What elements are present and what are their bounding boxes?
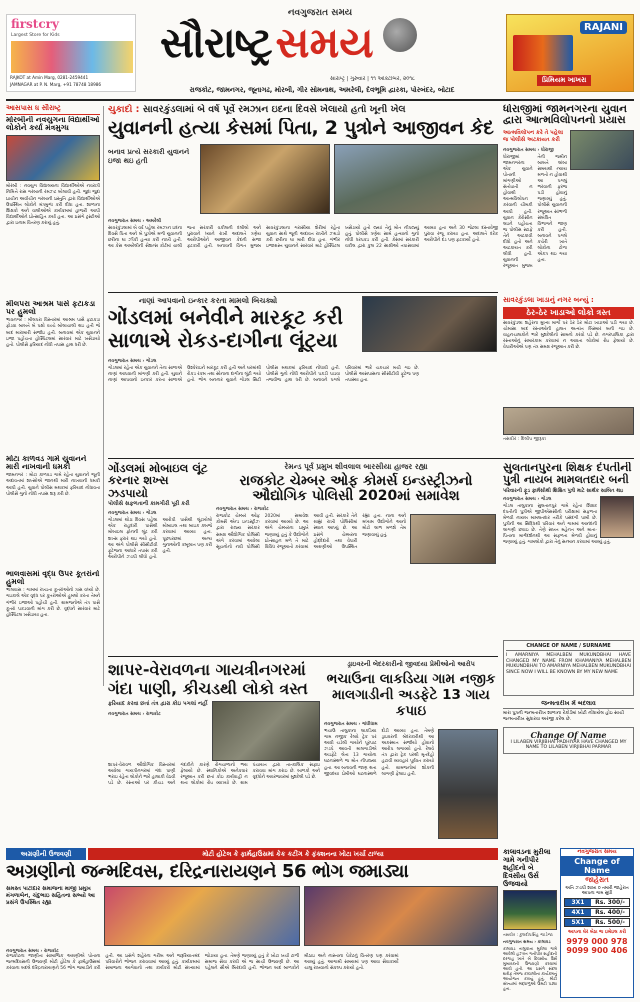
adbox-phone-1[interactable]: 9979 000 978 (566, 936, 628, 946)
rajani-sub: પ્રિમિયમ ખાખરા (537, 75, 591, 86)
khakhra-packs (513, 35, 573, 71)
shapar-byline: નવગુજરાત સમય › રાજકોટ (108, 712, 161, 717)
agrani-body-wrap (6, 948, 498, 998)
mobile-byline: નવગુજરાત સમય › ગોંડલ (108, 511, 157, 517)
lead-body (108, 216, 498, 288)
adbox-rows (564, 898, 630, 927)
dhoraji-story (503, 104, 634, 294)
agrani-photo-2 (304, 886, 498, 946)
lead-deck (108, 104, 498, 118)
dhoraji-body: ધોરાજીમાં જામનગરના એક યુવાને પોતાની માંગણીઓ સંતોષાતી ન હોવાથી આત્મવિલોપન કરવાની ચીમકી આપી હતી. યુવાન કેરોસીન લઇને પહોંચતા જ પોલીસ સ્ટાફે તેને અટકાવી દીધો હતો અને અટકાયત કરી લીધી હતી. યુવાનની રજૂઆત મુજબ તેની જમીન બાબતે લાંબા સમયથી ન્યાય મળતો ન હોવાથી આ પગલું ભરવાની ફરજ પડી હોવાનું જણાવ્યું હતું. પોલીસે યુવાનની રજૂઆત સાંભળી સંબંધિત વિભાગને જાણ કરી હતી. બનાવને પગલે કચેરી ખાતે લોકોના ટોળા એકત્ર થઇ ગયા હતા. (503, 154, 567, 270)
lead-bullet: બનાવ પ્રત્યે સરકારી યુવાનને ઇજા થઇ હતી (108, 148, 190, 165)
train-story (324, 660, 498, 846)
dhoraji-photo (570, 130, 634, 170)
mid-rule-2 (108, 656, 498, 657)
morbi-headline: મોરબીની નવયુગના વિદ્યાર્થીઓ લોકોને કર્યા મંત્રમુગ્ધ (6, 116, 100, 133)
kundla-credit: તસવીર : દિલીપ જીરૂકા (503, 437, 546, 442)
firstcry-sub: Largest Store for Kids (11, 33, 60, 38)
change-name-title: CHANGE OF NAME / SURNAME (506, 643, 631, 651)
change-name-box (503, 640, 634, 696)
sultan-kicker: પરિવારની ફૂડ ફાર્મસીથી શિક્ષિત પુત્રી માટે સાર્થક સાબિત થઇ (503, 487, 624, 494)
kalavad-headline: કાલાવડના મુરીલા ગામે ગનીપીર શહીદનો બે દિવસીય ઉર્સ ઉજવાયો (503, 848, 551, 888)
adbox-row-size: 4X1 (565, 909, 591, 916)
dateline: સૌરાષ્ટ્ર | ગુરુવાર | ૧૧ ઓક્ટોબર, ૨૦૧૮ (330, 76, 415, 82)
dhoraji-headline: ધોરાજીમાં જામનગરના યુવાન દ્વારા આત્મવિલોપનનો પ્રયાસ (503, 104, 627, 127)
section-label: આસપાસ ધ સૌરાષ્ટ્ર (6, 104, 100, 115)
adbox-row-size: 5X1 (565, 919, 591, 926)
agrani-byline: નવગુજરાત સમય › રાજકોટ (6, 949, 59, 954)
change-of-name-ad[interactable] (560, 848, 634, 998)
gondal-byline: નવગુજરાત સમય › ગોંડલ (108, 359, 157, 364)
shapar-story (108, 660, 320, 846)
masthead-title (160, 18, 490, 76)
mill-body: ભાવનગર : મીલપરા વિસ્તારમાં આશ્રમ પાસે ફટાકડા ફોડવા બાબતે બે પક્ષો વચ્ચે બોલાચાલી થઇ હતી જે બાદ મારામારી સર્જાઇ હતી. બનાવમાં એક યુવાનને ઇજા પહોંચતા હોસ્પિટલમાં સારવાર માટે ખસેડાયો હતો. પોલીસે ફરિયાદ નોંધી તપાસ હાથ ધરી છે. (6, 318, 100, 348)
train-kicker: ડ્રાઇવરની બેદરકારીનો જીવદયા પ્રેમીઓનો આરોપ (347, 660, 475, 668)
classified-title: જન્મતારીખ મેં બદલાવ (503, 700, 634, 709)
kalavad-credit: તસવીર : કુલદીપસિંહ જાડેજા (503, 932, 553, 937)
sultan-body: ગોંડલ તાલુકાના સુલતાનપુર ગામે રહેતા શિક્ષક દંપતીની પુત્રીએ જીપીએસસીની પરીક્ષામાં સફળતા મેળવી નાયબ મામલતદાર તરીકે પસંદગી પામી છે. પુત્રીની આ સિદ્ધિથી પરિવાર અને ગામમાં આનંદની લાગણી છવાઇ છે. તેણે સખત મહેનત અને માતા-પિતાના માર્ગદર્શનથી આ સફળતા મેળવી હોવાનું જણાવ્યું હતું. ગામલોકો દ્વારા તેનું સન્માન કરવામાં આવ્યું હતું. (503, 503, 611, 546)
masthead (0, 0, 640, 104)
left-col-rule (103, 106, 104, 686)
shapar-bullet: ફરિયાદ કરવા છતાં તંત્ર દ્વારા કોઇ પગલાં નહીં (108, 701, 208, 707)
adbox-row-price: Rs. 500/- (595, 918, 625, 926)
lead-photo-gavel (200, 144, 330, 214)
lead-kicker: ચુકાદો : (108, 104, 140, 115)
mobile-story (108, 462, 212, 654)
adbox-row-size: 3X1 (565, 899, 591, 906)
kaval-body: જામનગર : મોટા કાળવડ ગામે રહેતા યુવાનને જૂની અદાવતમાં શખ્સોએ જાનથી મારી નાખવાની ધમકી આપી હતી. યુવાને પોલીસ મથકમાં ફરિયાદ નોંધાવતા પોલીસે ગુનો નોંધી તપાસ શરૂ કરી છે. (6, 473, 100, 497)
kalavad-body: કાલાવડ તાલુકાના મુરીલા ગામે આવેલી હઝરત ગનીપીર શહીદની દરગાહ ખાતે બે દિવસીય ઉર્સ મુબારકની ઉજવણી કરવામાં આવી હતી. આ પ્રસંગે સંદલ શરીફ તેમજ કવ્વાલીના કાર્યક્રમનું આયોજન કરાયું હતું. મોટી સંખ્યામાં શ્રદ્ધાળુઓ ઉમટી પડ્યા હતા. (503, 946, 557, 991)
lead-byline: નવગુજરાત સમય › અમરેલી (108, 219, 162, 224)
lead-photo-road (334, 144, 498, 214)
adbox-phone-2[interactable]: 9099 900 406 (566, 945, 628, 955)
change-name-body: I AMARNIYA MEHALBEN MUKUNDBHAI HAVE CHANGED MY NAME FROM KHAMANIYA MEHALBEN MUKUNDBHAI TO AMARNIYA MEHALBEN MUKUNDBHAI SINCE NOW I WILL BE KNOWN BY MY NEW NAME (506, 653, 631, 675)
morbi-story (6, 116, 100, 296)
kundla-photo (503, 407, 634, 435)
mill-headline: મીલપરા આશ્રમ પાસે ફટાકડા પર હુમલો (6, 300, 96, 317)
top-logo: નવગુજરાત સમય (287, 8, 353, 18)
train-headline: ભચાઉના લાકડિયા ગામ નજીક માલગાડીની અડફેટે 13 ગાય કપાઇ (326, 671, 496, 719)
lead-headline: યુવાનની હત્યા કેસમાં પિતા, 2 પુત્રોને આજીવન કેદ (108, 118, 494, 139)
chamber-body: રાજકોટ ચેમ્બર ઓફ કોમર્સ એન્ડ ઇન્ડસ્ટ્રીઝ દ્વારા રાજ્ય સરકાર સમક્ષ ઔદ્યોગિક પોલિસી અંગે કરવામાં આવેલા સૂચનોનો નવી પોલિસી 2020માં સમાવેશ કરવામાં આવ્યો છે. આ અંગે ચેમ્બરના પ્રમુખે જણાવ્યું હતું કે ઉદ્યોગોને પ્રોત્સાહન મળે તે માટે વિવિધ રજૂઆતો કરવામાં આવી હતી. સરકારે તેને ગ્રાહ્ય રાખી પોલિસીમાં સ્થાન આપ્યું છે. આ પ્રસંગે ચેમ્બરના હોદ્દેદારો તથા વેપારી અગ્રણીઓ ઉપસ્થિત રહ્યા હતા. નાના અને મધ્યમ ઉદ્યોગોને આનો મોટો લાભ મળશે તેમ જણાવાયું હતું. (216, 514, 406, 550)
chamber-kicker: રેમન્ડ પૂર્વ પ્રમુખ શીવલાલ બારસીયા હાજર રહ્યા (284, 462, 428, 471)
classified-body: મારા પુત્રની જન્મતારીખ શાળાના રેકોર્ડમાં ખોટી નોંધાયેલ હોઇ સાચી જન્મતારીખ સુધારવા અરજી કરેલ છે. (503, 711, 625, 722)
mobile-headline: ગોંડલમાં મોબાઇલ લૂંટ કરનાર શખ્સ ઝડપાયો (108, 462, 208, 500)
train-body: ભચાઉ તાલુકાના લાકડિયા ગામ નજીક રેલવે ટ્રેક પર આવી ચડેલી ગાયોને પૂરપાટ ઝડપે આવતી માલગાડીએ અડફેટે લેતા 13 ગાયોના ઘટનાસ્થળે જ મોત નીપજ્યા હતા. આ બનાવની જાણ થતા જીવદયા પ્રેમીઓ ઘટનાસ્થળે દોડી આવ્યા હતા. તેમણે ડ્રાઇવરની બેદરકારીથી આ અકસ્માત સર્જાયો હોવાનો આરોપ લગાવ્યો હતો. રેલવે તંત્ર દ્વારા ટ્રેક પરથી મૃતદેહો હટાવી વ્યવહાર પૂર્વવત કરાયો હતો. ગ્રામજનોમાં શોકની લાગણી ફેલાઇ હતી. (324, 729, 434, 777)
classified-box-body: I LILABEN VIRJIBHAI PADHIYAR HAVE CHANGED MY NAME TO LILABEN VIRJIBHAI PARMAR (510, 739, 627, 751)
lead-body-text: સાવરકુંડલામાં બે વર્ષ પહેલા રમઝાન ઇદના દિવસે પિતા અને બે પુત્રોએ મળી યુવાનની છરીના ઘા ઝીંકી હત્યા કરી નાખી હતી. આ કેસ અમરેલીની સેશન્સ કોર્ટમાં ચાલી જતા સરકારી વકીલની દલીલો અને પુરાવાને ધ્યાને રાખી અદાલતે ત્રણેય આરોપીઓને આજીવન કેદની સજા ફટકારી હતી. બનાવની વિગત મુજબ સાવરકુંડલાના ગરાસીયા શેરીમાં રહેતા યુવાન સાથે જૂની અદાવત રાખીને ઝઘડો કરી છરીના ઘા મારી દીધા હતા. ગંભીર ઇજાગ્રસ્ત યુવાનને સારવાર માટે હોસ્પિટલ ખસેડાયો હતો જ્યાં તેનું મોત નીપજ્યું હતું. પોલીસે ત્રણેય સામે હત્યાનો ગુનો નોંધી ધરપકડ કરી હતી. કેસમાં સરકારી વકીલ દ્વારા કુલ 22 સાક્ષીઓ તપાસવામાં આવ્યા હતા અને 30 જેટલા દસ્તાવેજી પુરાવા રજૂ કરાયા હતા. અદાલતે દરેક આરોપીને દંડ પણ ફટકાર્યો હતો. (108, 226, 498, 250)
lead-rule (108, 292, 498, 293)
adbox-line: અતિ ઝડપી શાખા ૦ તમારી જાહેરાત આપના ગામ સુધી (565, 886, 629, 897)
mobile-bullet: પોલીસે સફળતાની કામગીરી પૂરી કરી (108, 501, 190, 508)
kundla-kicker: સાવરકુંડલા ખાડાનું નગર બન્યું : (503, 296, 594, 304)
firstcry-brand: firstcry (11, 17, 59, 31)
gondal-kicker: નાણાં આપવાનો ઇન્કાર કરતા મામલો બિચક્યો (138, 296, 278, 305)
agrani-photo (104, 886, 300, 946)
firstcry-rajkot: RAJKOT at Amin Marg, 0281-2459441 (10, 75, 89, 80)
lion-logo-icon (383, 18, 417, 52)
train-photo (438, 729, 498, 839)
cities-line: રાજકોટ, જામનગર, જૂનાગઢ, મોરબી, ગીર સોમનાથ, અમરેલી, દેવભૂમિ દ્વારકા, પોરબંદર, બોટાદ (189, 86, 455, 94)
dhoraji-bullet: આત્મવિલોપન કરે તે પહેલા જ પોલીસે અટકાયત કરી (503, 129, 564, 143)
dhoraji-byline: નવગુજરાત સમય › ધોરાજી (503, 147, 554, 153)
firstcry-ad[interactable] (6, 14, 136, 92)
shapar-headline: શાપર-વેરાવળના ગાયત્રીનગરમાં ગંદા પાણી, કીચડથી લોકો ત્રસ્ત (108, 660, 308, 698)
gondal-photo (362, 296, 497, 352)
gondal-headline: ગોંડલમાં બનેવીને મારકૂટ કરી સાળાએ રોકડ-દાગીના લૂંટ્યા (108, 306, 343, 352)
bhal-body: ભાલવાસ : ગામમાં રખડતા કૂતરાંઓનો ત્રાસ વધ્યો છે. ગઇકાલે એક વૃદ્ધ પર કૂતરાંઓએ હુમલો કરતા તેમને ગંભીર ઇજાઓ પહોંચી હતી. ગ્રામજનોએ તંત્ર પાસે કૂતરાં પકડવાની માંગ કરી છે. વૃદ્ધને સારવાર માટે હોસ્પિટલ ખસેડાયા હતા. (6, 588, 100, 618)
shapar-body: શાપર-વેરાવળ ઔદ્યોગિક વિસ્તારમાં આવેલા ગાયત્રીનગરમાં ગંદા પાણી ભરાઇ રહેતા લોકોને ભારે હાલાકી વેઠવી પડે છે. રસ્તાઓ પર કીચડ અને ગંદકીને કારણે રોગચાળાનો ભય ફેલાયો છે. સ્થાનિકોએ અનેકવાર રજૂઆત કરી છતાં કોઇ કાર્યવાહી ન થતા લોકોમાં રોષ વ્યાપ્યો છે. ગ્રામ પંચાયત દ્વારા તાત્કાલિક સફાઇ કરાવવા માંગ કરાઇ છે. બાળકો અને વૃદ્ધોને અવરજવરમાં મુશ્કેલી પડે છે. (108, 763, 320, 787)
sultan-byline: નવગુજરાત સમય › ગોંડલ (503, 496, 552, 502)
chamber-photo (410, 514, 496, 564)
shapar-photo (212, 701, 320, 761)
classified (503, 700, 634, 846)
kundla-deck: ઠેર-ઠેર ખાડાઓ લોકો ત્રસ્ત (503, 307, 634, 319)
kaval-headline: મોટા કાળવડ ગામે યુવાનને મારી નાખવાની ધમકી (6, 455, 87, 472)
kids-photo (11, 41, 133, 73)
adbox-row (564, 898, 630, 907)
kalavad-photo (503, 890, 557, 930)
chamber-headline: રાજકોટ ચેમ્બર ઓફ કોમર્સ ઇન્ડસ્ટ્રીઝનો ઔદ્યોગિક પોલિસી 2020માં સમાવેશ (239, 473, 473, 505)
bhal-story (6, 570, 100, 690)
agrani-body: રાજકોટના જાણીતા સામાજિક અગ્રણીએ પોતાના જન્મદિવસની ઉજવણી મોટી હોટેલ કે ફાર્મહાઉસમાં કરવાના બદલે દરિદ્રનારાયણને 56 ભોગ જમાડીને કરી હતી. આ પ્રસંગે શહેરના ગરીબ અને જરૂરિયાતમંદ પરિવારોને ભોજન કરાવવામાં આવ્યું હતું. કાર્યક્રમમાં સમાજના આગેવાનો તથા કાર્યકરો મોટી સંખ્યામાં જોડાયા હતા. તેમણે જણાવ્યું હતું કે ખોટા ખર્ચા ટાળી સમાજ સેવા કરવી એ જ સાચી ઉજવણી છે. આ પહેલને સૌએ બિરદાવી હતી. ભોજન બાદ બાળકોને મીઠાઇ અને નાસ્તાના પેકેટનું વિતરણ પણ કરવામાં આવ્યું હતું. આગામી સમયમાં પણ આવા સેવાકાર્યો ચાલુ રાખવાનો સંકલ્પ કરાયો હતો. (6, 954, 399, 972)
adbox-row (564, 918, 630, 927)
sultan-headline: સુલતાનપુરના શિક્ષક દંપતીની પુત્રી નાયબ મામલતદાર બની (503, 462, 632, 486)
adbox-note: આપના ઘેર બેઠા જ ઇમેઇલ કરો (568, 929, 626, 935)
sultan-photo (600, 496, 634, 538)
kundla-body: સાવરકુંડલા શહેરના મુખ્ય માર્ગો પર ઠેર ઠેર મોટા ખાડાઓ પડી ગયા છે. ચોમાસા બાદ રસ્તાઓની હાલત અત્યંત બિસ્માર બની ગઇ છે. વાહનચાલકોને ભારે મુશ્કેલીનો સામનો કરવો પડે છે. નગરપાલિકા દ્વારા રસ્તાઓનું સમારકામ કરવામાં ન આવતા લોકોમાં રોષ ફેલાયો છે. વેપારીઓએ પણ તંત્ર સમક્ષ રજૂઆત કરી છે. (503, 321, 634, 351)
agrani-strip-left: અગ્રણીની ઉજવણી (6, 848, 86, 860)
adbox-row-price: Rs. 300/- (595, 898, 625, 906)
morbi-body: મોરબી : નવયુગ વિદ્યાલયના વિદ્યાર્થીઓએ નવરાત્રી નિમિત્તે રાસ ગરબાની રમઝટ બોલાવી હતી. જુદા જુદા પ્રાચીન અર્વાચીન ગરબાની પ્રસ્તુતિ દ્વારા વિદ્યાર્થીઓએ ઉપસ્થિત લોકોને મંત્રમુગ્ધ કરી દીધા હતા. શાળાના શિક્ષકો અને વાલીઓએ કાર્યક્રમમાં હાજરી આપી વિદ્યાર્થીઓને પ્રોત્સાહિત કર્યા હતા. આ પ્રસંગે ટ્રસ્ટીઓ દ્વારા ઇનામ વિતરણ કરાયું હતું. (6, 184, 100, 226)
firstcry-jamnagar: JAMNAGAR at P. N. Marg, +91 78748 18986 (10, 82, 102, 87)
title-samay: સમય (275, 18, 374, 67)
adbox-row (564, 908, 630, 917)
agrani-strip-mid: મોટી હોટેલ કે ફાર્મહાઉસમાં કેક કટીંગ કે ફંક્શનના ખોટા ખર્ચા ટાળ્યા (88, 848, 498, 860)
classified-box (503, 727, 634, 755)
adbox-subtitle: જાહેરાત (585, 876, 609, 884)
train-byline: નવગુજરાત સમય › ગાંધીધામ (324, 722, 378, 727)
mill-story (6, 300, 100, 450)
lead-deck-text: સાવરકુંડલામાં બે વર્ષ પૂર્વે રમઝાન ઇદના દિવસે ખેલાયો હતો ખૂની ખેલ (142, 104, 406, 115)
agrani-bullet: સમસ્ત પાટીદાર સમાજના માજી પ્રમુખ મંગળાબેન, ચંદુભાઇ સહિતના સભ્યો આ પ્રસંગે ઉપસ્થિત રહ્યા (6, 886, 95, 906)
kundla-story (503, 296, 634, 456)
mid-rule-1 (108, 458, 634, 459)
gondal-body-text: ગોંડલમાં રહેતા એક યુવાનને તેના સાળાએ નાણાં આપવાની માંગણી કરી હતી. યુવાને નાણાં આપવાનો ઇન્કાર કરતા સાળાએ ઉશ્કેરાઇને મારકૂટ કરી હતી અને ઘરમાંથી રોકડ રકમ તથા સોનાના દાગીના લૂંટી ગયો હતો. ભોગ બનનાર યુવાને ગોંડલ સિટી પોલીસ મથકમાં ફરિયાદ નોંધાવી હતી. પોલીસે ગુનો નોંધી આરોપીને પકડી પાડવા તજવીજ હાથ ધરી છે. બનાવને પગલે પરિવારમાં ભારે ચકચાર મચી ગઇ છે. પોલીસે આસપાસના સીસીટીવી ફૂટેજ પણ તપાસ્યા હતા. (108, 366, 419, 384)
rajani-ad[interactable] (506, 14, 634, 92)
title-saurashtra: સૌરાષ્ટ્ર (160, 18, 272, 67)
kalavad-byline: નવગુજરાત સમય › કાલાવડ (503, 939, 551, 944)
agrani-headline: અગ્રણીનો જન્મદિવસ, દરિદ્રનારાયણને 56 ભોગ જમાડ્યા (6, 862, 409, 882)
gondal-body (108, 356, 498, 454)
adbox-brand: નવગુજરાત સમય (577, 849, 617, 855)
chamber-byline: નવગુજરાત સમય › રાજકોટ (216, 507, 269, 513)
kalavad-story-main (503, 848, 557, 998)
agrani-strip (6, 848, 498, 860)
bhal-headline: ભાલવાસમાં વૃદ્ધ ઉપર કૂતરાંનો હુમલો (6, 570, 100, 587)
classified-box-title: Change Of Name (530, 729, 607, 740)
adbox-row-price: Rs. 400/- (595, 908, 625, 916)
morbi-photo (6, 135, 100, 181)
masthead-rule (6, 99, 634, 101)
chamber-story (216, 462, 496, 654)
kaval-story (6, 455, 100, 565)
adbox-title: Change of Name (561, 856, 633, 876)
sultan-story (503, 462, 634, 637)
rajani-brand: RAJANI (580, 21, 627, 34)
mobile-body: ગોંડલમાં થોડા દિવસ પહેલા એક રાહદારી પાસેથી મોબાઇલ ફોનની લૂંટ કરી શખ્સ ફરાર થઇ ગયો હતો. આ અંગે પોલીસે સીસીટીવી ફૂટેજના આધારે તપાસ કરી આરોપીને ઝડપી લીધો હતો. આરોપી પાસેથી લૂંટાયેલો મોબાઇલ તથા બાઇક કબજે કરવામાં આવ્યા હતા. પૂછપરછમાં અન્ય ગુનાઓની કબૂલાત પણ કરી હતી. (108, 518, 212, 560)
